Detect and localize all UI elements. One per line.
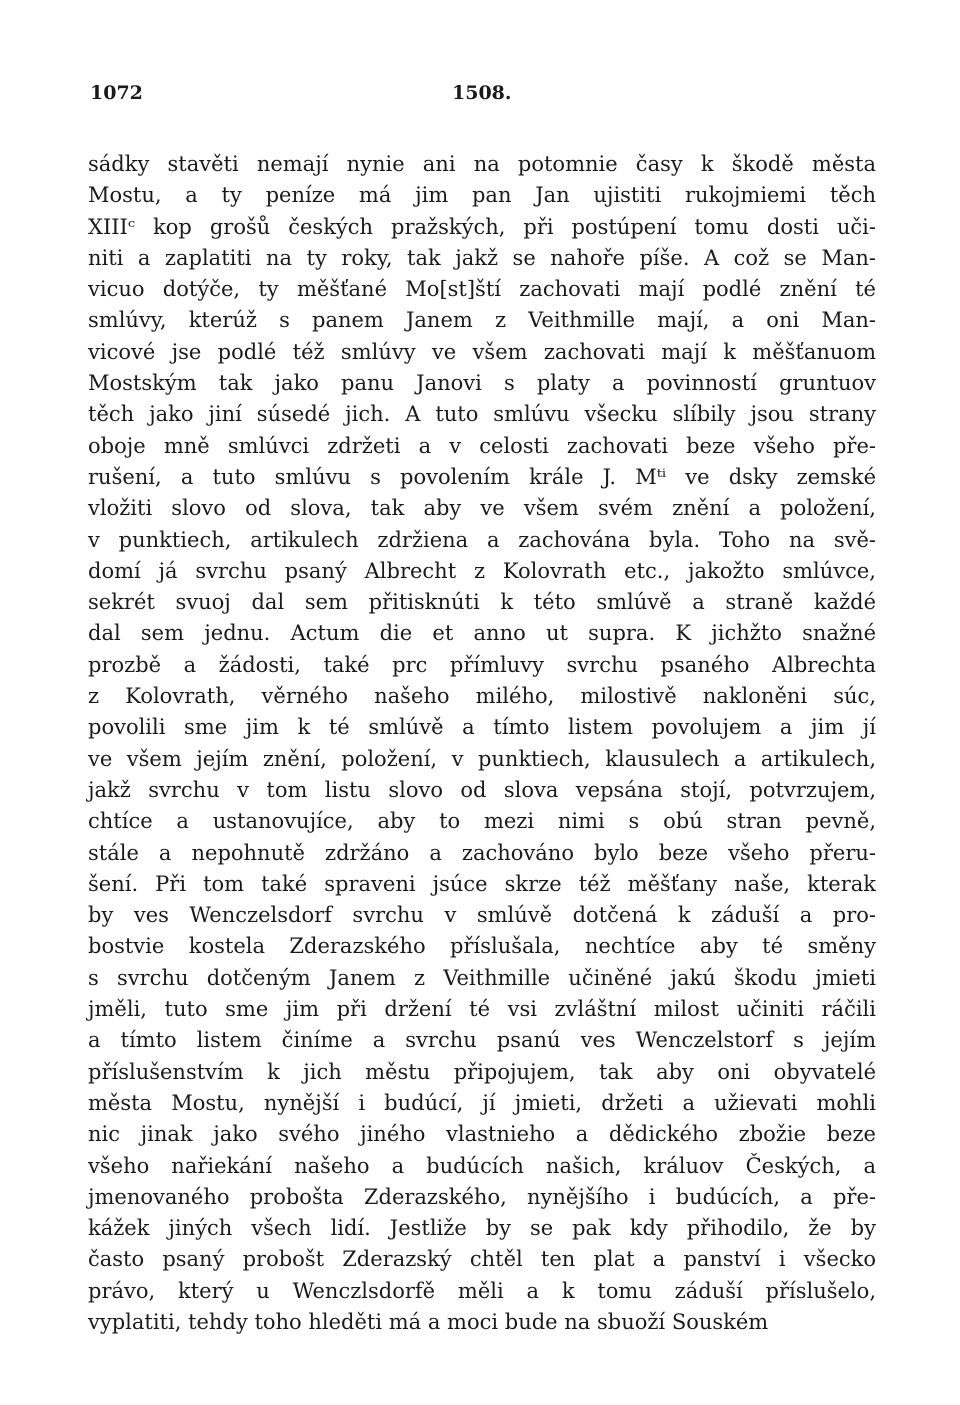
text-line: právo, který u Wenczlsdorfě měli a k tomu záduší příslušelo, xyxy=(88,1278,876,1303)
text-line: kážek jiných všech lidí. Jestliže by se pak kdy přihodilo, že by xyxy=(88,1216,876,1241)
text-line: vložiti slovo od slova, tak aby ve všem svém znění a položení, xyxy=(88,496,876,521)
text-line: povolili sme jim k té smlúvě a tímto listem povolujem a jim jí xyxy=(88,715,876,740)
text-line: domí já svrchu psaný Albrecht z Kolovrath etc., jakožto smlúvce, xyxy=(88,558,876,583)
text-line: bostvie kostela Zderazského příslušala, nechtíce aby té směny xyxy=(88,934,876,959)
text-line: a tímto listem činíme a svrchu psanú ves Wenczelstorf s jejím xyxy=(88,1028,876,1053)
text-line: prozbě a žádosti, také prc přímluvy svrchu psaného Albrechta xyxy=(88,652,876,677)
text-line: niti a zaplatiti na ty roky, tak jakž se nahoře píše. A což se Man- xyxy=(88,245,876,270)
page-year-heading: 1508. xyxy=(452,82,512,104)
text-line: vicové jse podlé též smlúvy ve všem zachovati mají k měšťanuom xyxy=(88,339,876,364)
text-line: smlúvy, kterúž s panem Janem z Veithmille mají, a oni Man- xyxy=(88,308,876,333)
text-line: v punktiech, artikulech zdržiena a zachována byla. Toho na svě- xyxy=(88,527,876,552)
text-line: chtíce a ustanovujíce, aby to mezi nimi s obú stran pevně, xyxy=(88,809,876,834)
text-line: všeho nařiekání našeho a budúcích našich, králuov Českých, a xyxy=(88,1153,876,1178)
text-line: z Kolovrath, věrného našeho milého, milostivě nakloněni súc, xyxy=(88,684,876,709)
text-line: vyplatiti, tehdy toho hleděti má a moci bude na sbuoží Souském xyxy=(88,1309,769,1334)
text-line: šení. Při tom také spraveni jsúce skrze též měšťany naše, kterak xyxy=(88,871,876,896)
text-line: stále a nepohnutě zdržáno a zachováno bylo beze všeho přeru- xyxy=(88,840,876,865)
text-line: s svrchu dotčeným Janem z Veithmille učiněné jakú škodu jmieti xyxy=(88,965,876,990)
body-text xyxy=(88,149,876,1338)
text-line: města Mostu, nynější i budúcí, jí jmieti, držeti a užievati mohli xyxy=(88,1090,876,1115)
text-line: jmenovaného probošta Zderazského, nynějšího i budúcích, a pře- xyxy=(88,1184,876,1209)
text-line: dal sem jednu. Actum die et anno ut supra. K jichžto snažné xyxy=(88,621,876,646)
page-number: 1072 xyxy=(90,82,143,104)
text-line: příslušenstvím k jich městu připojujem, tak aby oni obyvatelé xyxy=(88,1059,876,1084)
text-line: těch jako jiní súsedé jich. A tuto smlúvu všecku slíbily jsou strany xyxy=(88,402,876,427)
text-line: jměli, tuto sme jim při držení té vsi zvláštní milost učiniti ráčili xyxy=(88,997,876,1022)
text-line: Mostským tak jako panu Janovi s platy a povinností gruntuov xyxy=(88,371,876,396)
text-line: sekrét svuoj dal sem přitisknúti k této smlúvě a straně každé xyxy=(88,590,876,615)
page-header xyxy=(88,82,878,112)
text-line: by ves Wenczelsdorf svrchu v smlúvě dotčená k záduší a pro- xyxy=(88,903,876,928)
text-line: Mostu, a ty peníze má jim pan Jan ujistiti rukojmiemi těch xyxy=(88,183,876,208)
text-line: ve všem jejím znění, položení, v punktiech, klausulech a artikulech, xyxy=(88,746,876,771)
text-line: rušení, a tuto smlúvu s povolením krále J. Mᵗⁱ ve dsky zemské xyxy=(88,464,876,489)
text-line: jakž svrchu v tom listu slovo od slova vepsána stojí, potvrzujem, xyxy=(88,777,876,802)
text-line: sádky stavěti nemají nynie ani na potomnie časy k škodě města xyxy=(88,152,876,176)
text-line: často psaný probošt Zderazský chtěl ten plat a panství i všecko xyxy=(88,1247,876,1272)
text-line: XIIIᶜ kop grošů českých pražských, při postúpení tomu dosti uči- xyxy=(88,214,876,239)
text-line: nic jinak jako svého jiného vlastnieho a dědického zbožie beze xyxy=(88,1122,876,1147)
text-line: vicuo dotýče, ty měšťané Mo[st]ští zachovati mají podlé znění té xyxy=(88,277,876,302)
text-line: oboje mně smlúvci zdržeti a v celosti zachovati beze všeho pře- xyxy=(88,433,876,458)
